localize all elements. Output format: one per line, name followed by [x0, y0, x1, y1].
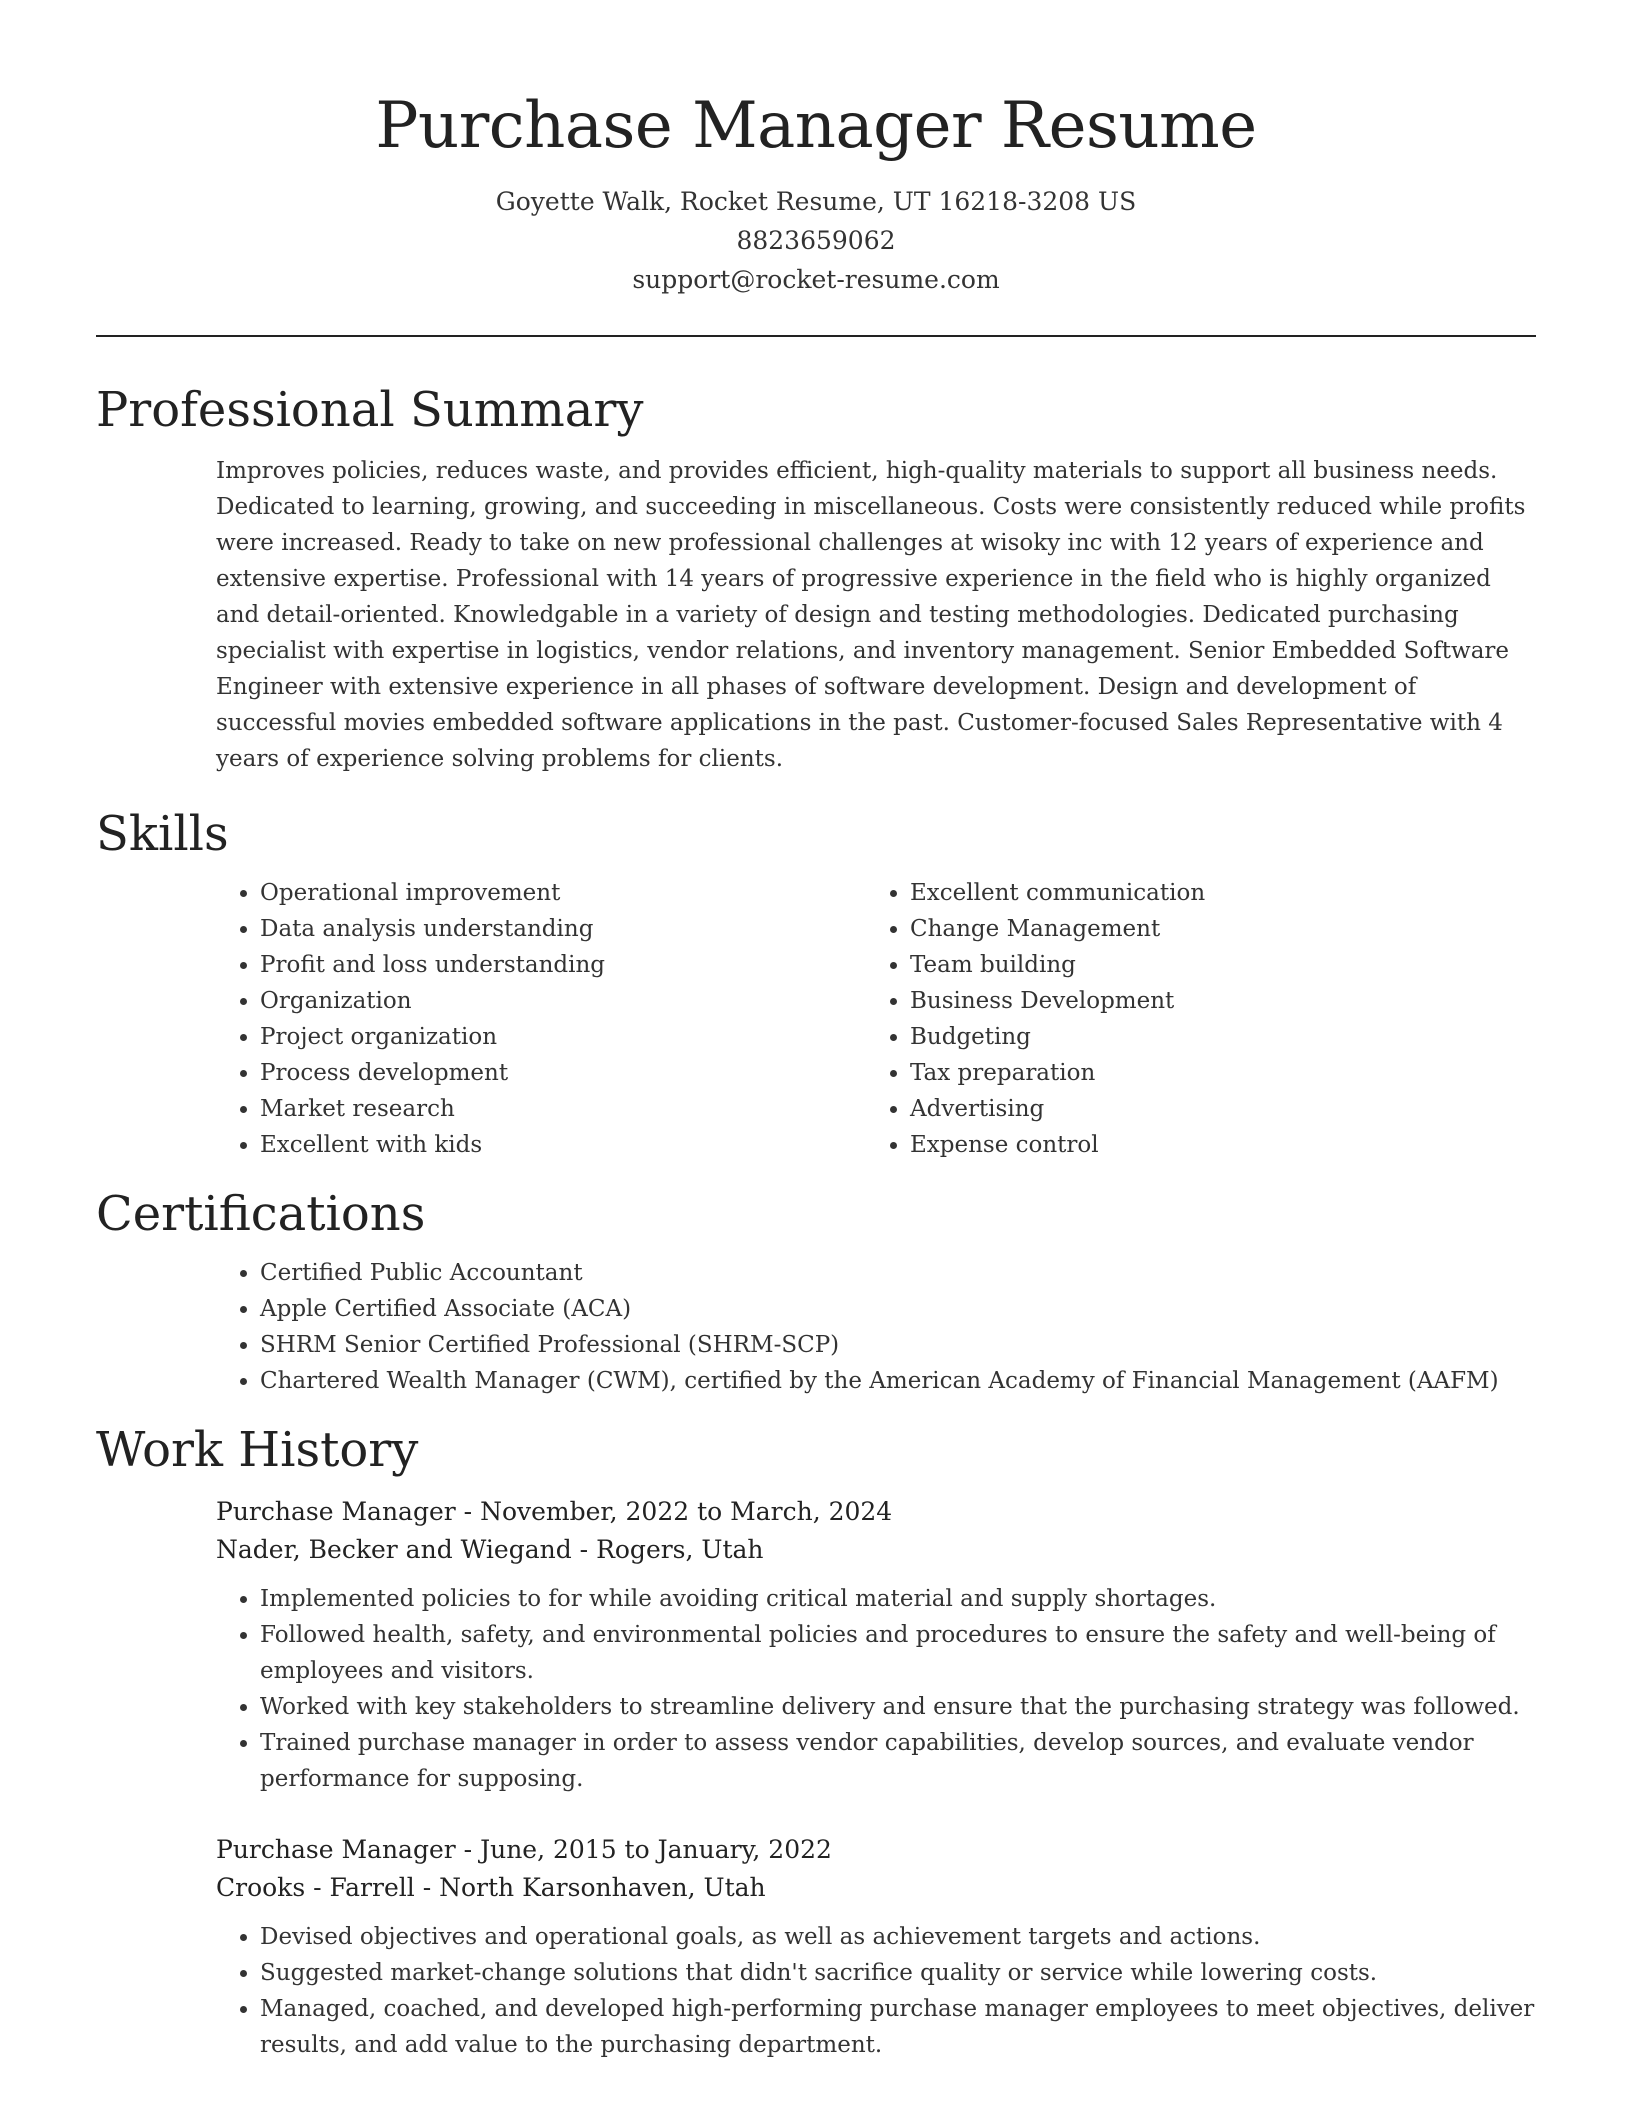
skill-item: • Tax preparation [910, 1055, 1516, 1091]
skill-item: • Expense control [910, 1127, 1516, 1163]
job-bullets [216, 1919, 1536, 2063]
job-separator: - [463, 1497, 481, 1526]
job-bullets [216, 1581, 1536, 1797]
contact-address: Goyette Walk, Rocket Resume, UT 16218-3208 US [495, 187, 1137, 216]
skill-item: • Market research [260, 1091, 866, 1127]
job-title-line [216, 1493, 1536, 1531]
contact-email: support@rocket-resume.com [632, 265, 1000, 294]
skill-item: • Project organization [260, 1019, 866, 1055]
job-company: Crooks - Farrell [216, 1873, 415, 1902]
header-divider [96, 335, 1536, 337]
contact-block [96, 182, 1536, 299]
skill-item: • Advertising [910, 1091, 1516, 1127]
job-bullet: • Implemented policies to for while avoiding critical material and supply shortages. [260, 1581, 1536, 1617]
skill-item: • Process development [260, 1055, 866, 1091]
skill-item: • Change Management [910, 911, 1516, 947]
certifications-list [216, 1255, 1536, 1399]
job-bullet: • Devised objectives and operational goals, as well as achievement targets and actions. [260, 1919, 1536, 1955]
page-title: Purchase Manager Resume [375, 89, 1257, 163]
job-title: Purchase Manager [216, 1497, 456, 1526]
professional-summary-heading: Professional Summary [96, 382, 644, 438]
skills-list-right [866, 875, 1516, 1163]
job-bullet: • Followed health, safety, and environmental policies and procedures to ensure the safety and well-being of employees and visitors. [260, 1617, 1536, 1689]
job-company-line [216, 1531, 1536, 1569]
job-location: Rogers, Utah [596, 1535, 764, 1564]
job-dates: November, 2022 to March, 2024 [480, 1497, 893, 1526]
skill-item: • Data analysis understanding [260, 911, 866, 947]
skill-item: • Profit and loss understanding [260, 947, 866, 983]
job-separator: - [463, 1835, 481, 1864]
job-bullet: • Trained purchase manager in order to assess vendor capabilities, develop sources, and evaluate vendor performance for supposing. [260, 1725, 1536, 1797]
skills-list-left [216, 875, 866, 1163]
job-bullet: • Suggested market-change solutions that didn't sacrifice quality or service while lowering costs. [260, 1955, 1536, 1991]
certification-item: • SHRM Senior Certified Professional (SHRM-SCP) [260, 1327, 1536, 1363]
job-dates: June, 2015 to January, 2022 [480, 1835, 832, 1864]
job-bullet: • Worked with key stakeholders to streamline delivery and ensure that the purchasing strategy was followed. [260, 1689, 1536, 1725]
job-title-line [216, 1831, 1536, 1869]
skills-heading: Skills [96, 806, 229, 862]
job-separator: - [579, 1535, 597, 1564]
job-company: Nader, Becker and Wiegand [216, 1535, 572, 1564]
contact-phone: 8823659062 [736, 226, 896, 255]
job-separator: - [422, 1873, 440, 1902]
work-history-heading: Work History [96, 1422, 419, 1478]
job-bullet: • Managed, coached, and developed high-performing purchase manager employees to meet objectives, deliver results, and add value to the purchasing department. [260, 1991, 1536, 2063]
skills-columns [216, 875, 1536, 1163]
skill-item: • Operational improvement [260, 875, 866, 911]
skill-item: • Excellent communication [910, 875, 1516, 911]
skill-item: • Team building [910, 947, 1516, 983]
professional-summary-text: Improves policies, reduces waste, and provides efficient, high-quality materials to support all business needs. Dedicated to learning, growing, and succeeding in miscellaneous. Costs were consistently reduced while profits were increased. Ready to take on new professional challenges at wisoky inc with 12 years of experience and extensive expertise. Professional with 14 years of progressive experience in the field who is highly organized and detail-oriented. Knowledgable in a variety of design and testing methodologies. Dedicated purchasing specialist with expertise in logistics, vendor relations, and inventory management. Senior Embedded Software Engineer with extensive experience in all phases of software development. Design and development of successful movies embedded software applications in the past. Customer-focused Sales Representative with 4 years of experience solving problems for clients. [216, 458, 1526, 772]
certifications-section [96, 1183, 1536, 1399]
certification-item: • Apple Certified Associate (ACA) [260, 1291, 1536, 1327]
skill-item: • Excellent with kids [260, 1127, 866, 1163]
job-title: Purchase Manager [216, 1835, 456, 1864]
skill-item: • Budgeting [910, 1019, 1516, 1055]
job-entry [216, 1831, 1536, 2063]
skill-item: • Business Development [910, 983, 1516, 1019]
certification-item: • Chartered Wealth Manager (CWM), certified by the American Academy of Financial Management (AAFM) [260, 1363, 1536, 1399]
job-entry [216, 1493, 1536, 1797]
resume-page [96, 0, 1536, 2063]
skill-item: • Organization [260, 983, 866, 1019]
job-location: North Karsonhaven, Utah [439, 1873, 766, 1902]
job-company-line [216, 1869, 1536, 1907]
professional-summary-section [96, 379, 1536, 777]
work-history-section [96, 1419, 1536, 2063]
skills-section [96, 803, 1536, 1163]
certifications-heading: Certifications [96, 1186, 426, 1242]
certification-item: • Certified Public Accountant [260, 1255, 1536, 1291]
